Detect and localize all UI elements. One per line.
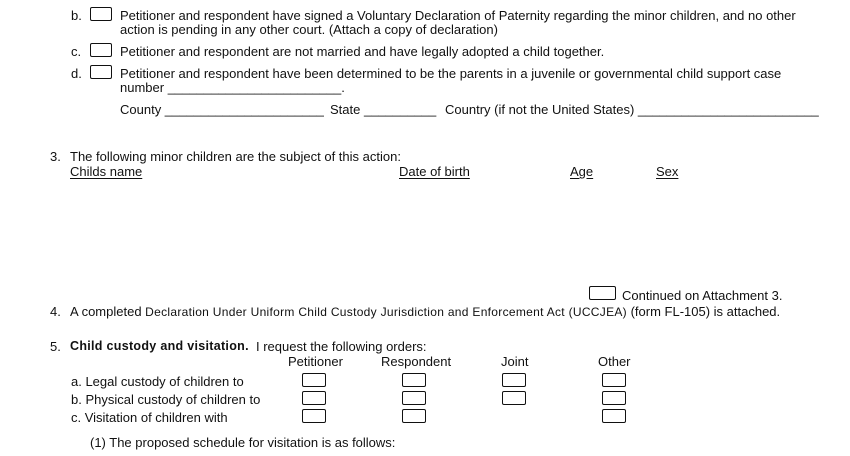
continued-attachment-3-label: Continued on Attachment 3. <box>622 288 783 303</box>
item-4-text <box>70 304 780 320</box>
item-2b-checkbox[interactable] <box>90 7 112 21</box>
visitation-other-checkbox[interactable] <box>602 409 626 423</box>
item-2d-county-field[interactable]: County ______________________ <box>120 102 324 117</box>
visitation-respondent-checkbox[interactable] <box>402 409 426 423</box>
legal-custody-respondent-checkbox[interactable] <box>402 373 426 387</box>
item-2b-text-line1: Petitioner and respondent have signed a Voluntary Declaration of Paternity regarding the minor children, and no other <box>120 8 796 23</box>
item-4-suffix: (form FL-105) is attached. <box>626 304 781 319</box>
item-2d-text-line1: Petitioner and respondent have been determined to be the parents in a juvenile or governmental child support case <box>120 66 782 81</box>
column-sex: Sex <box>656 164 679 179</box>
continued-attachment-3-checkbox[interactable] <box>589 286 616 300</box>
physical-custody-respondent-checkbox[interactable] <box>402 391 426 405</box>
physical-custody-label: b. Physical custody of children to <box>71 392 261 407</box>
column-age: Age <box>570 164 594 179</box>
legal-custody-joint-checkbox[interactable] <box>502 373 526 387</box>
item-2c-letter: c. <box>71 44 82 59</box>
item-2b-letter: b. <box>71 8 82 23</box>
item-2d-state-field[interactable]: State __________ <box>330 102 437 117</box>
item-2d-letter: d. <box>71 66 82 81</box>
column-childs-name: Childs name <box>70 164 143 179</box>
visitation-schedule-label: (1) The proposed schedule for visitation is as follows: <box>90 435 396 450</box>
legal-custody-other-checkbox[interactable] <box>602 373 626 387</box>
physical-custody-petitioner-checkbox[interactable] <box>302 391 326 405</box>
item-5-heading: Child custody and visitation. <box>70 339 249 353</box>
physical-custody-other-checkbox[interactable] <box>602 391 626 405</box>
item-3-number: 3. <box>50 149 61 164</box>
item-2c-text: Petitioner and respondent are not married and have legally adopted a child together. <box>120 44 605 59</box>
legal-custody-label: a. Legal custody of children to <box>71 374 244 389</box>
item-4-prefix: A completed <box>70 304 146 319</box>
item-2d-checkbox[interactable] <box>90 65 112 79</box>
column-other: Other <box>598 354 631 369</box>
column-petitioner: Petitioner <box>288 354 343 369</box>
item-5-number: 5. <box>50 339 61 354</box>
item-5-text: I request the following orders: <box>256 339 427 354</box>
visitation-petitioner-checkbox[interactable] <box>302 409 326 423</box>
visitation-label: c. Visitation of children with <box>71 410 228 425</box>
legal-custody-petitioner-checkbox[interactable] <box>302 373 326 387</box>
uccjea-form-title: Declaration Under Uniform Child Custody Jurisdiction and Enforcement Act (UCCJEA) <box>145 305 627 319</box>
item-2d-country-field[interactable]: Country (if not the United States) _________________________ <box>445 102 819 117</box>
physical-custody-joint-checkbox[interactable] <box>502 391 526 405</box>
column-joint: Joint <box>501 354 529 369</box>
item-2c-checkbox[interactable] <box>90 43 112 57</box>
column-date-of-birth: Date of birth <box>399 164 470 179</box>
item-2b-text-line2: action is pending in any other court. (Attach a copy of declaration) <box>120 22 498 37</box>
item-3-text: The following minor children are the subject of this action: <box>70 149 401 164</box>
item-4-number: 4. <box>50 304 61 319</box>
item-2d-case-number-field[interactable]: number ________________________. <box>120 80 345 95</box>
column-respondent: Respondent <box>381 354 452 369</box>
